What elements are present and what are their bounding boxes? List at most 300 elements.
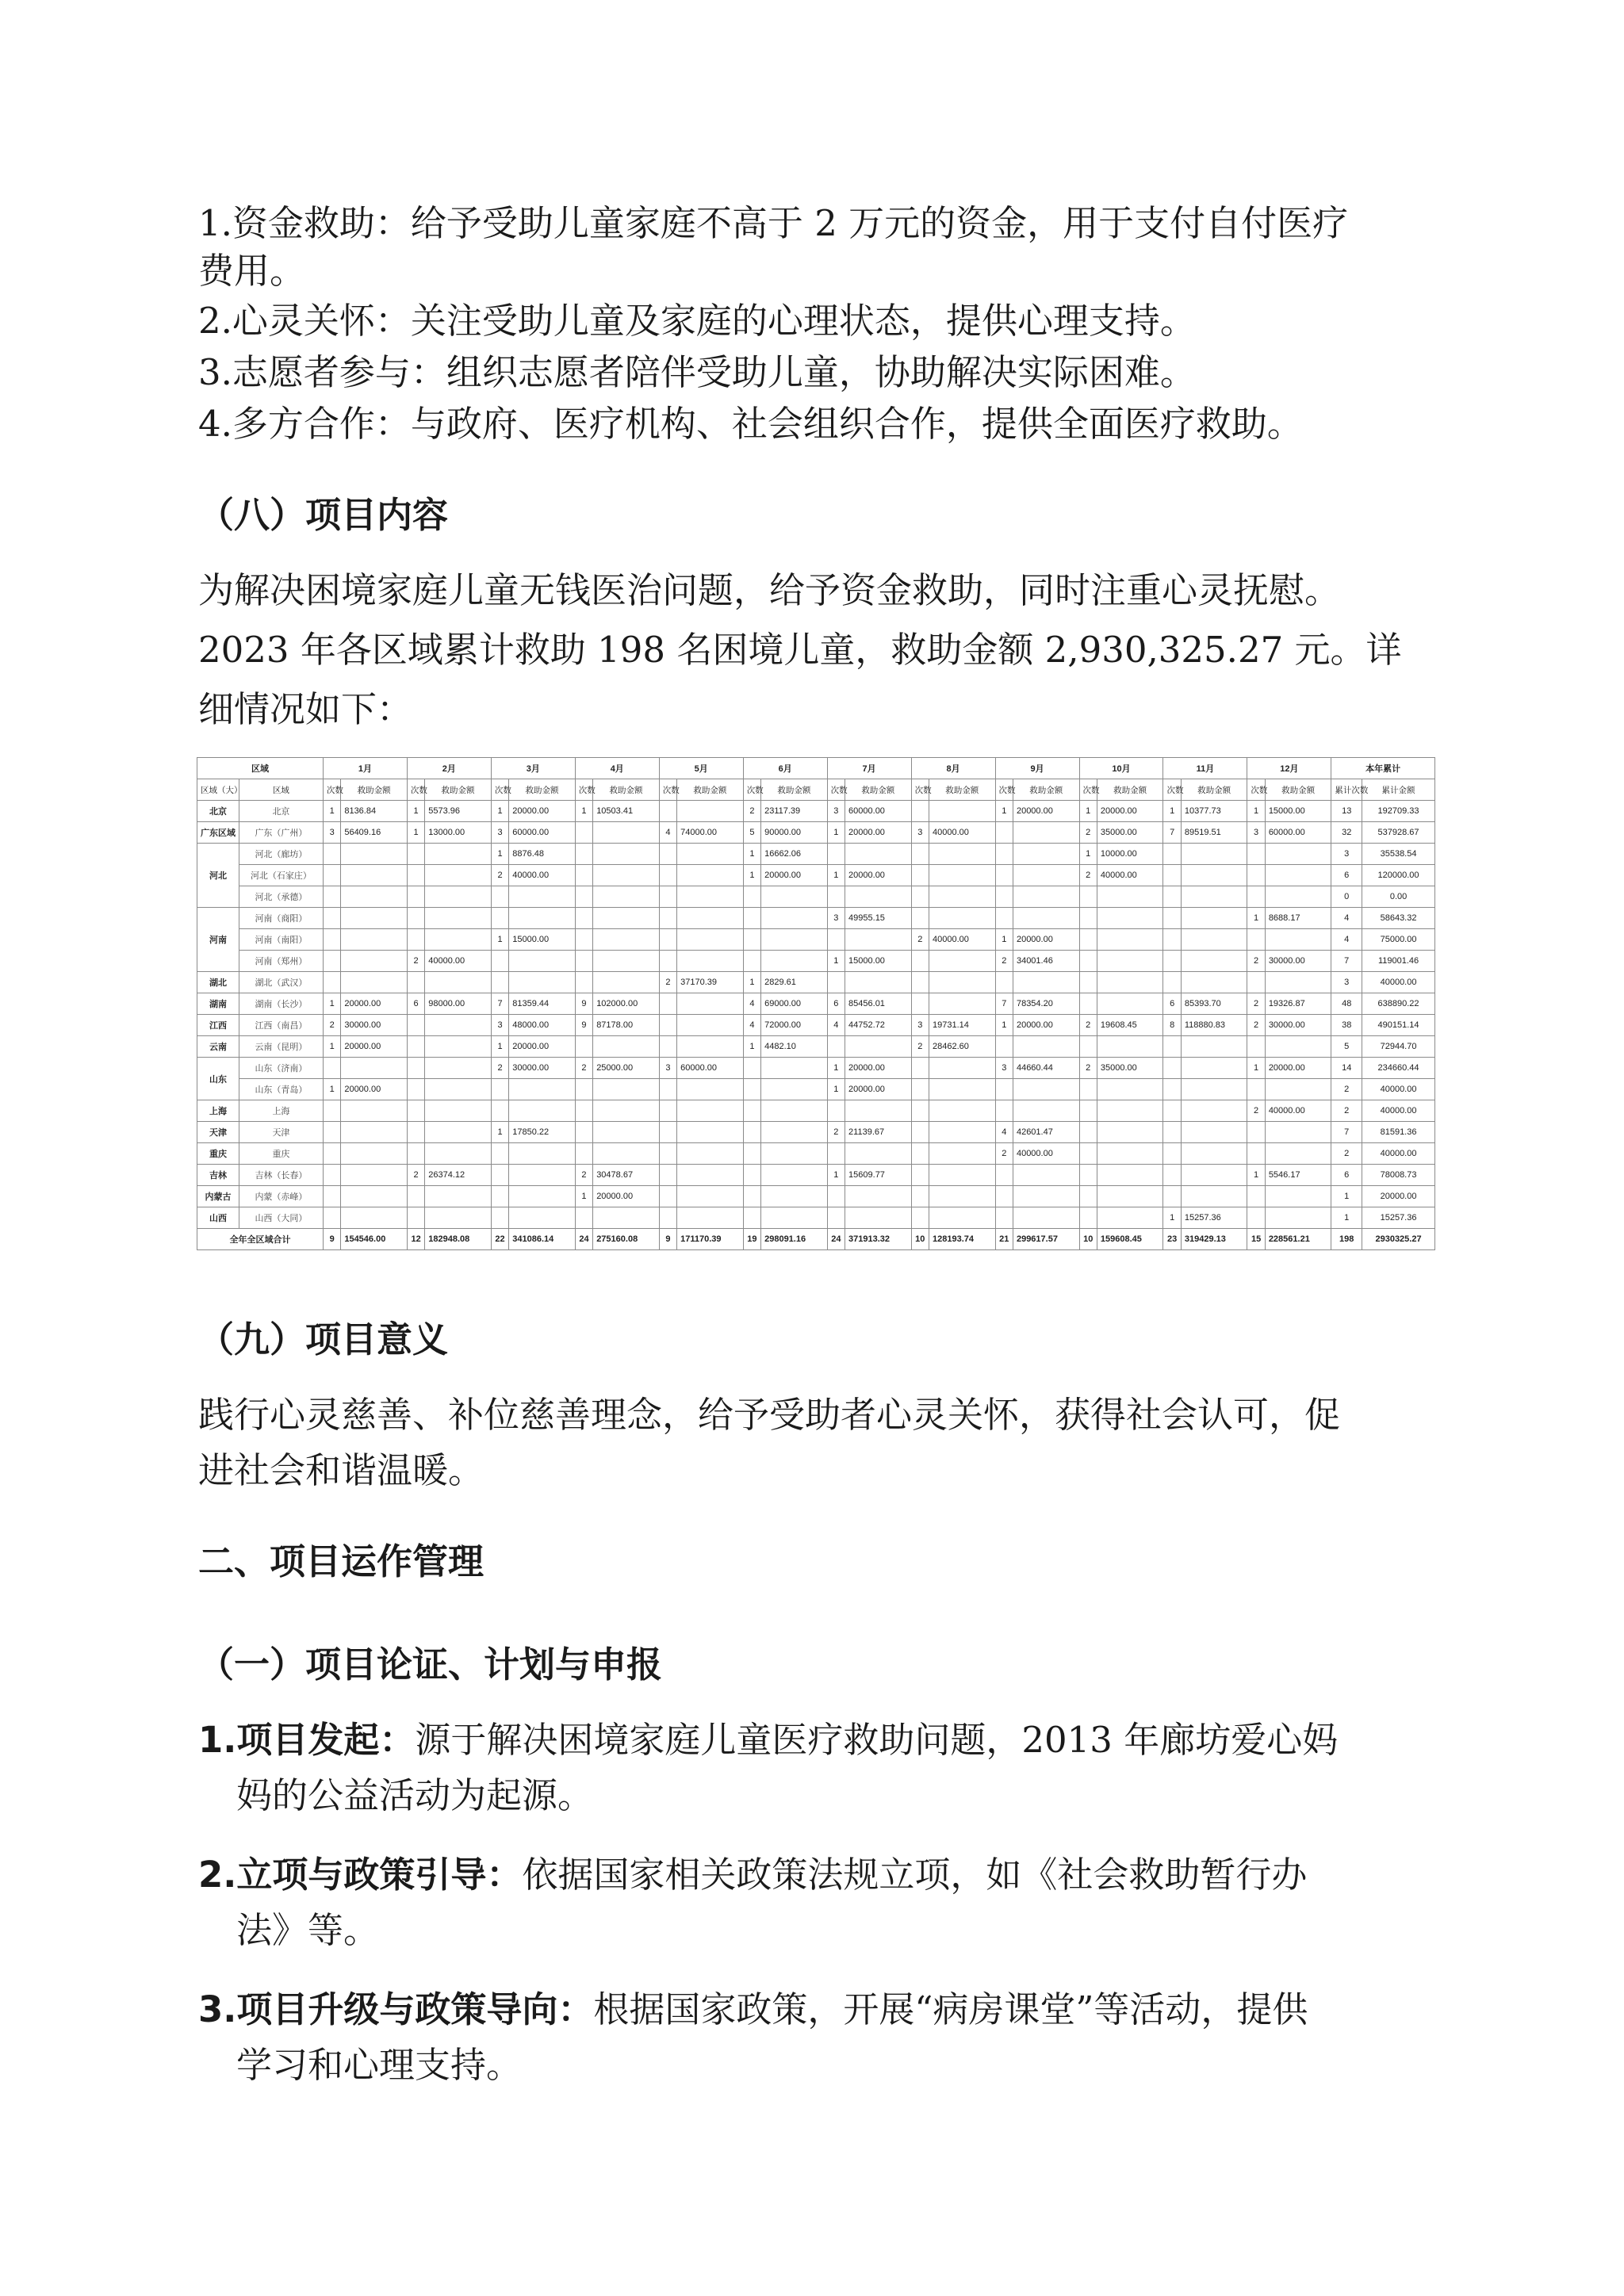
month-amount: 10503.41 (593, 801, 660, 822)
month-amount (929, 1100, 996, 1122)
total-month-amount: 182948.08 (425, 1229, 492, 1250)
region-name: 吉林 (197, 1165, 239, 1186)
table-row (197, 1100, 1435, 1122)
month-count: 2 (491, 865, 508, 886)
list2-item-1-lead: 1.项目发起： (198, 1719, 416, 1761)
header-year-total: 本年累计 (1331, 758, 1435, 779)
month-count (995, 865, 1013, 886)
cumulative-count: 5 (1331, 1036, 1362, 1058)
month-count: 4 (659, 822, 676, 844)
month-amount: 25000.00 (593, 1058, 660, 1079)
month-count (743, 1058, 760, 1079)
total-month-amount: 298091.16 (761, 1229, 828, 1250)
month-count (659, 865, 676, 886)
month-count (911, 908, 929, 929)
month-amount: 40000.00 (509, 865, 576, 886)
total-month-amount: 371913.32 (845, 1229, 912, 1250)
month-count (827, 886, 845, 908)
month-count: 1 (743, 972, 760, 993)
month-count (659, 1165, 676, 1186)
month-count: 1 (1163, 1207, 1181, 1229)
month-amount (1265, 972, 1331, 993)
month-amount (1013, 844, 1079, 865)
month-count (323, 1165, 340, 1186)
cumulative-count: 2 (1331, 1079, 1362, 1100)
month-amount: 40000.00 (1013, 1143, 1079, 1165)
month-count (407, 886, 424, 908)
cumulative-amount: 0.00 (1362, 886, 1435, 908)
month-amount (1181, 1165, 1247, 1186)
sub-region-name: 河北（承德） (239, 886, 323, 908)
month-count: 2 (1079, 822, 1097, 844)
month-amount (929, 1165, 996, 1186)
month-amount (425, 1122, 492, 1143)
cumulative-count: 48 (1331, 993, 1362, 1015)
cumulative-count: 1 (1331, 1186, 1362, 1207)
month-amount: 78354.20 (1013, 993, 1079, 1015)
month-amount (593, 822, 660, 844)
month-count: 2 (659, 972, 676, 993)
month-count: 7 (995, 993, 1013, 1015)
month-count: 3 (659, 1058, 676, 1079)
month-count: 4 (743, 1015, 760, 1036)
month-count (659, 1207, 676, 1229)
month-amount (1181, 1122, 1247, 1143)
month-amount: 49955.15 (845, 908, 912, 929)
month-amount: 48000.00 (509, 1015, 576, 1036)
month-amount: 15000.00 (845, 951, 912, 972)
month-amount (425, 1079, 492, 1100)
month-amount: 35000.00 (1097, 1058, 1163, 1079)
month-amount (1265, 1079, 1331, 1100)
month-amount: 81359.44 (509, 993, 576, 1015)
month-amount (1013, 972, 1079, 993)
month-amount (845, 929, 912, 951)
month-amount (761, 1122, 828, 1143)
month-amount: 20000.00 (845, 865, 912, 886)
month-count (575, 1143, 592, 1165)
total-month-count: 9 (659, 1229, 676, 1250)
month-count (407, 1186, 424, 1207)
month-count (1079, 1079, 1097, 1100)
cumulative-amount: 81591.36 (1362, 1122, 1435, 1143)
month-count: 1 (827, 951, 845, 972)
month-amount (509, 1207, 576, 1229)
month-count (1163, 1036, 1181, 1058)
month-count: 1 (491, 844, 508, 865)
sub-region-name: 山西（大同） (239, 1207, 323, 1229)
cumulative-count: 32 (1331, 822, 1362, 844)
month-count (827, 1036, 845, 1058)
month-count (575, 886, 592, 908)
month-amount (677, 951, 744, 972)
month-count: 2 (827, 1122, 845, 1143)
month-amount (929, 951, 996, 972)
month-amount: 20000.00 (509, 801, 576, 822)
month-count (911, 1207, 929, 1229)
month-count (1247, 929, 1265, 951)
month-amount: 15257.36 (1181, 1207, 1247, 1229)
subheader-amount: 救助金额 (677, 779, 744, 801)
month-count (659, 1100, 676, 1122)
total-month-amount: 159608.45 (1097, 1229, 1163, 1250)
month-count: 1 (407, 801, 424, 822)
month-amount (677, 908, 744, 929)
month-count (1163, 1143, 1181, 1165)
month-count (1163, 1100, 1181, 1122)
cumulative-amount: 72944.70 (1362, 1036, 1435, 1058)
month-amount: 35000.00 (1097, 822, 1163, 844)
month-count: 3 (491, 1015, 508, 1036)
month-amount: 118880.83 (1181, 1015, 1247, 1036)
table-row (197, 1079, 1435, 1100)
month-count (407, 844, 424, 865)
month-count (827, 972, 845, 993)
month-amount (425, 1036, 492, 1058)
month-amount (761, 908, 828, 929)
month-amount (1181, 1186, 1247, 1207)
month-count (827, 1143, 845, 1165)
month-count (1163, 886, 1181, 908)
section8-para-line2: 2023 年各区域累计救助 198 名困境儿童，救助金额 2,930,325.27 元。详 (198, 629, 1402, 671)
month-amount (929, 1079, 996, 1100)
month-amount: 20000.00 (1013, 929, 1079, 951)
month-amount: 87178.00 (593, 1015, 660, 1036)
month-count: 2 (1079, 1058, 1097, 1079)
sub-region-name: 河北（石家庄） (239, 865, 323, 886)
month-amount (677, 801, 744, 822)
subheader-count: 次数 (827, 779, 845, 801)
month-count: 1 (1079, 844, 1097, 865)
region-name: 上海 (197, 1100, 239, 1122)
month-amount: 89519.51 (1181, 822, 1247, 844)
month-amount (761, 1165, 828, 1186)
cumulative-count: 38 (1331, 1015, 1362, 1036)
month-count (575, 1079, 592, 1100)
month-amount (761, 1143, 828, 1165)
month-count (323, 886, 340, 908)
region-name: 山西 (197, 1207, 239, 1229)
month-count (1079, 886, 1097, 908)
month-count (659, 801, 676, 822)
month-count (323, 972, 340, 993)
sub-region-name: 广东（广州） (239, 822, 323, 844)
table-row (197, 1015, 1435, 1036)
total-month-count: 10 (1079, 1229, 1097, 1250)
month-count: 2 (1247, 1100, 1265, 1122)
month-amount (1181, 1143, 1247, 1165)
month-count (995, 844, 1013, 865)
month-amount (929, 1207, 996, 1229)
region-name: 内蒙古 (197, 1186, 239, 1207)
month-count: 1 (323, 801, 340, 822)
month-amount: 8876.48 (509, 844, 576, 865)
total-label: 全年全区域合计 (197, 1229, 324, 1250)
month-count (1079, 908, 1097, 929)
subheader-count: 次数 (743, 779, 760, 801)
month-count: 1 (1247, 1058, 1265, 1079)
sub-region-name: 河南（郑州） (239, 951, 323, 972)
month-count (1079, 1207, 1097, 1229)
month-amount (761, 951, 828, 972)
month-amount (1265, 844, 1331, 865)
month-count: 7 (1163, 822, 1181, 844)
month-amount: 20000.00 (1013, 801, 1079, 822)
month-amount (425, 1015, 492, 1036)
month-amount (929, 1122, 996, 1143)
month-amount (1097, 972, 1163, 993)
month-count (323, 951, 340, 972)
month-amount (1097, 1100, 1163, 1122)
subheader-cum-amount: 累计金额 (1362, 779, 1435, 801)
subheader-amount: 救助金额 (593, 779, 660, 801)
month-count (491, 1186, 508, 1207)
month-amount: 102000.00 (593, 993, 660, 1015)
month-count (1247, 1143, 1265, 1165)
month-amount (677, 844, 744, 865)
list1-item-3: 3.志愿者参与：组织志愿者陪伴受助儿童，协助解决实际困难。 (198, 351, 1196, 393)
month-amount: 20000.00 (845, 1058, 912, 1079)
month-amount (341, 972, 408, 993)
header-month: 9月 (995, 758, 1079, 779)
month-count (323, 1100, 340, 1122)
month-count (1247, 865, 1265, 886)
month-amount (593, 929, 660, 951)
sub-region-name: 内蒙（赤峰） (239, 1186, 323, 1207)
month-amount: 28462.60 (929, 1036, 996, 1058)
cumulative-amount: 35538.54 (1362, 844, 1435, 865)
month-count (995, 1207, 1013, 1229)
month-amount: 34001.46 (1013, 951, 1079, 972)
cumulative-count: 4 (1331, 929, 1362, 951)
cumulative-count: 6 (1331, 1165, 1362, 1186)
month-amount (341, 1100, 408, 1122)
month-amount: 21139.67 (845, 1122, 912, 1143)
month-count: 1 (743, 865, 760, 886)
month-amount: 20000.00 (1013, 1015, 1079, 1036)
month-amount (1013, 1207, 1079, 1229)
month-amount (1265, 1143, 1331, 1165)
cumulative-count: 7 (1331, 951, 1362, 972)
month-amount (845, 886, 912, 908)
total-month-count: 22 (491, 1229, 508, 1250)
month-count (995, 822, 1013, 844)
month-count: 1 (827, 1058, 845, 1079)
section-heading-8: （八）项目内容 (198, 494, 449, 536)
cumulative-amount: 40000.00 (1362, 1100, 1435, 1122)
month-amount (1265, 1036, 1331, 1058)
month-count (491, 908, 508, 929)
list2-item-3-text: 根据国家政策，开展“病房课堂”等活动，提供 (593, 1988, 1308, 2030)
list1-item-1-line1: 1.资金救助：给予受助儿童家庭不高于 2 万元的资金，用于支付自付医疗 (198, 202, 1349, 244)
month-count (1079, 1036, 1097, 1058)
sub-region-name: 山东（青岛） (239, 1079, 323, 1100)
month-count (575, 822, 592, 844)
month-amount (1097, 1079, 1163, 1100)
month-count: 2 (323, 1015, 340, 1036)
month-amount: 44752.72 (845, 1015, 912, 1036)
month-count (1247, 1079, 1265, 1100)
month-count (911, 1122, 929, 1143)
month-amount: 85393.70 (1181, 993, 1247, 1015)
month-amount (593, 1207, 660, 1229)
month-count (659, 951, 676, 972)
month-count (743, 1122, 760, 1143)
month-count: 2 (575, 1058, 592, 1079)
month-count: 6 (827, 993, 845, 1015)
region-name: 天津 (197, 1122, 239, 1143)
list2-item-1-text: 源于解决困境家庭儿童医疗救助问题，2013 年廊坊爱心妈 (415, 1719, 1339, 1761)
cumulative-count: 1 (1331, 1207, 1362, 1229)
month-count (743, 1186, 760, 1207)
month-count (743, 929, 760, 951)
month-amount (761, 886, 828, 908)
table-row (197, 972, 1435, 993)
subsection-heading-1: （一）项目论证、计划与申报 (198, 1644, 663, 1686)
total-month-count: 24 (827, 1229, 845, 1250)
list2-item-2-text: 依据国家相关政策法规立项，如《社会救助暂行办 (522, 1854, 1308, 1896)
month-amount (845, 1186, 912, 1207)
cumulative-count: 4 (1331, 908, 1362, 929)
month-amount (677, 1122, 744, 1143)
total-month-count: 15 (1247, 1229, 1265, 1250)
month-amount (1097, 1207, 1163, 1229)
sub-region-name: 河南（南阳） (239, 929, 323, 951)
month-count (1247, 844, 1265, 865)
table-row (197, 1143, 1435, 1165)
region-name: 河北 (197, 844, 239, 908)
table-row (197, 1165, 1435, 1186)
month-count: 2 (1247, 1015, 1265, 1036)
month-count (323, 1143, 340, 1165)
month-count: 1 (575, 1186, 592, 1207)
month-amount (341, 951, 408, 972)
month-count (911, 1058, 929, 1079)
month-count (491, 1207, 508, 1229)
cumulative-count: 13 (1331, 801, 1362, 822)
month-amount (341, 1143, 408, 1165)
month-count (1079, 951, 1097, 972)
month-count (1163, 844, 1181, 865)
header-month: 7月 (827, 758, 911, 779)
month-amount: 23117.39 (761, 801, 828, 822)
month-amount (845, 844, 912, 865)
month-amount (1013, 1165, 1079, 1186)
month-amount (1181, 1036, 1247, 1058)
month-amount (1181, 951, 1247, 972)
table-row (197, 993, 1435, 1015)
subheader-count: 次数 (1079, 779, 1097, 801)
month-amount (845, 1143, 912, 1165)
region-name: 湖南 (197, 993, 239, 1015)
month-amount: 20000.00 (1265, 1058, 1331, 1079)
month-amount (593, 886, 660, 908)
month-count (659, 1122, 676, 1143)
month-amount: 15000.00 (509, 929, 576, 951)
month-amount (1013, 865, 1079, 886)
month-count (491, 1143, 508, 1165)
month-amount (1013, 908, 1079, 929)
month-count (323, 1058, 340, 1079)
month-count (407, 1079, 424, 1100)
month-count (827, 1207, 845, 1229)
month-count: 2 (995, 1143, 1013, 1165)
month-count (995, 886, 1013, 908)
header-month: 11月 (1163, 758, 1247, 779)
month-count (827, 929, 845, 951)
month-amount: 60000.00 (1265, 822, 1331, 844)
table-total-row (197, 1229, 1435, 1250)
month-count (575, 865, 592, 886)
month-amount (1097, 1036, 1163, 1058)
month-amount (341, 1165, 408, 1186)
month-amount (929, 1058, 996, 1079)
month-amount: 40000.00 (1097, 865, 1163, 886)
month-amount: 20000.00 (761, 865, 828, 886)
month-amount: 5546.17 (1265, 1165, 1331, 1186)
month-amount (1097, 1122, 1163, 1143)
cumulative-count: 14 (1331, 1058, 1362, 1079)
month-count (911, 951, 929, 972)
sub-region-name: 上海 (239, 1100, 323, 1122)
month-amount: 19731.14 (929, 1015, 996, 1036)
subheader-amount: 救助金额 (425, 779, 492, 801)
cumulative-count: 3 (1331, 972, 1362, 993)
month-amount (677, 993, 744, 1015)
month-count (1079, 1186, 1097, 1207)
month-count: 2 (1079, 1015, 1097, 1036)
month-amount (677, 1015, 744, 1036)
month-amount: 30000.00 (1265, 951, 1331, 972)
month-count (1079, 1143, 1097, 1165)
month-count: 1 (827, 865, 845, 886)
month-count (743, 1079, 760, 1100)
month-amount (509, 908, 576, 929)
header-month: 4月 (575, 758, 659, 779)
month-count (491, 1100, 508, 1122)
subheader-amount: 救助金额 (761, 779, 828, 801)
month-count: 1 (827, 1165, 845, 1186)
month-count (1079, 1165, 1097, 1186)
month-count (323, 865, 340, 886)
table-row (197, 1122, 1435, 1143)
month-amount: 20000.00 (509, 1036, 576, 1058)
month-amount (593, 1100, 660, 1122)
month-amount (1013, 1036, 1079, 1058)
header-month: 1月 (323, 758, 407, 779)
month-amount (677, 1100, 744, 1122)
month-count: 1 (323, 1079, 340, 1100)
month-count (1247, 1036, 1265, 1058)
month-amount: 10000.00 (1097, 844, 1163, 865)
month-count (491, 1079, 508, 1100)
table-row (197, 1058, 1435, 1079)
subheader-count: 次数 (407, 779, 424, 801)
month-count (659, 1186, 676, 1207)
month-amount (1181, 844, 1247, 865)
month-amount (761, 1058, 828, 1079)
month-amount: 20000.00 (593, 1186, 660, 1207)
month-amount: 20000.00 (341, 1079, 408, 1100)
chapter-heading-2: 二、项目运作管理 (198, 1540, 485, 1582)
total-month-count: 19 (743, 1229, 760, 1250)
month-count (911, 844, 929, 865)
relief-statistics-table (197, 757, 1435, 1250)
table-row (197, 908, 1435, 929)
cumulative-amount: 15257.36 (1362, 1207, 1435, 1229)
month-count (407, 929, 424, 951)
month-amount (845, 972, 912, 993)
